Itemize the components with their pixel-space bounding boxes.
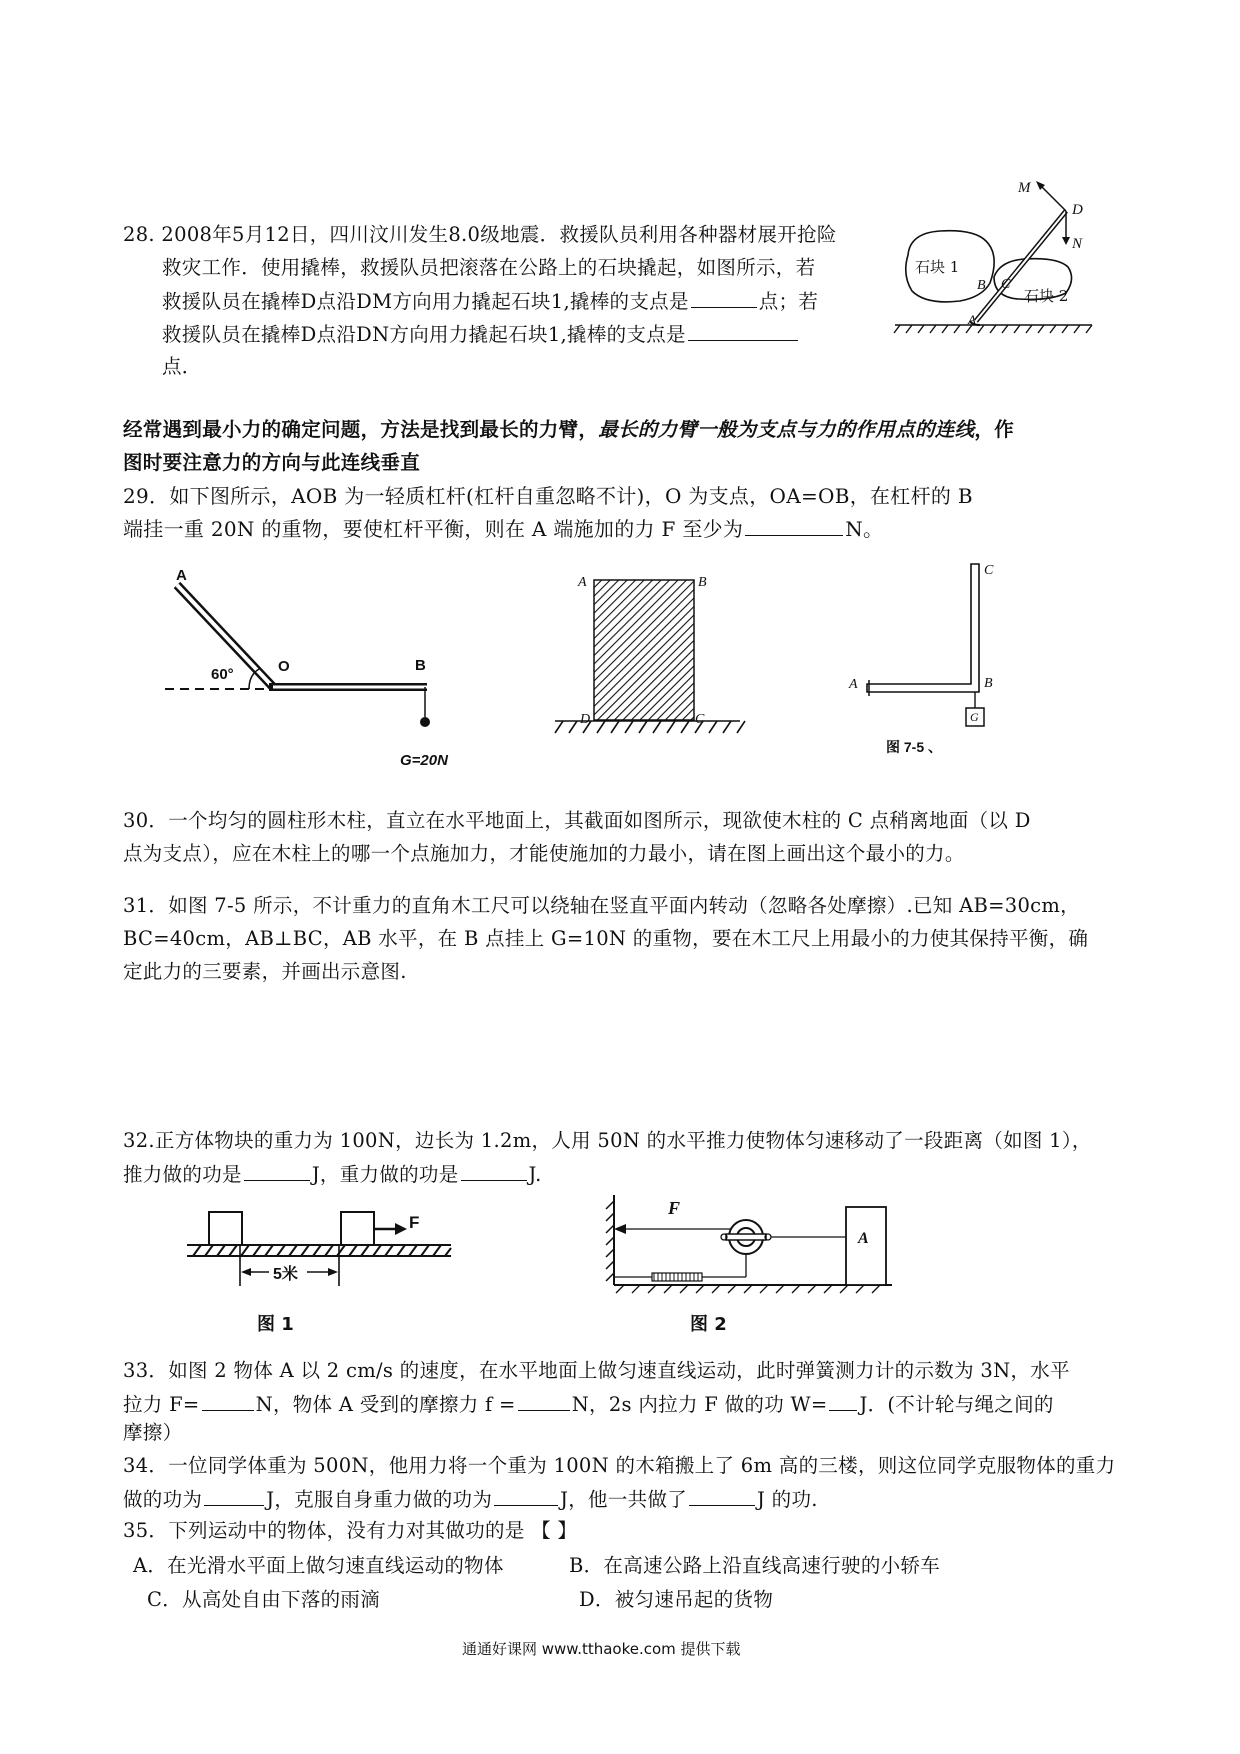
q33-line2-a: 拉力 F=: [123, 1393, 200, 1416]
fig75-label-B: B: [984, 676, 993, 691]
force-DM: [1040, 185, 1066, 211]
q33-line2-c: N，2s 内拉力 F 做的功 W=: [571, 1393, 828, 1416]
q32-blank-1[interactable]: [244, 1161, 310, 1181]
q28-line3: [162, 288, 818, 315]
q28-label-M: M: [1018, 180, 1031, 196]
q29-label-weight: G=20N: [400, 752, 448, 769]
q28-label-A: A: [968, 312, 976, 327]
fig75-label-A: A: [849, 677, 858, 692]
fig2-force-label: F: [668, 1198, 681, 1218]
q28-figure: [890, 175, 1110, 335]
column-figure: [555, 575, 750, 755]
q28-line4: [162, 321, 800, 348]
q29-line2: [123, 516, 883, 542]
q34-line2-c: J，他一共做了: [560, 1488, 688, 1511]
fig75-label-G: G: [970, 710, 979, 724]
q28-label-D: D: [1072, 202, 1083, 218]
q29-line2-unit: N。: [845, 517, 884, 541]
q33-blank-1[interactable]: [202, 1391, 254, 1411]
column-label-C: C: [695, 712, 705, 727]
q28-line2: 救灾工作．使用撬棒，救援队员把滚落在公路上的石块撬起，如图所示，若: [162, 256, 816, 279]
tip-part2: 最长的力臂一般为支点与力的作用点的连线: [598, 418, 975, 441]
q33-blank-2[interactable]: [518, 1391, 570, 1411]
q31-line1: 31．如图 7-5 所示，不计重力的直角木工尺可以绕轴在竖直平面内转动（忽略各处摩擦）.已知 AB=30cm，: [123, 894, 1080, 917]
q35-stem: 35．下列运动中的物体，没有力对其做功的是 【 】: [123, 1519, 578, 1542]
page-footer: 通通好课网 www.tthaoke.com 提供下载: [462, 1640, 741, 1658]
q28-label-N: N: [1072, 236, 1083, 252]
q31-line2: BC=40cm，AB⊥BC，AB 水平，在 B 点挂上 G=10N 的重物，要在木工尺上用最小的力使其保持平衡，确: [123, 927, 1089, 950]
q33-blank-3[interactable]: [829, 1391, 857, 1411]
q32-line2-b: J，重力做的功是: [311, 1163, 459, 1186]
tip-part3: ，作: [974, 418, 1015, 441]
q34-line2: [123, 1486, 818, 1513]
tip-line1: [123, 417, 1014, 443]
q34-line2-d: J 的功.: [757, 1488, 818, 1511]
q28-line3-text-a: 救援队员在撬棒D点沿DM方向用力撬起石块1,撬棒的支点是: [162, 290, 689, 313]
fig1-distance-label: 5米: [273, 1266, 298, 1283]
q35-option-d[interactable]: D．被匀速吊起的货物: [579, 1588, 774, 1611]
q34-line1: 34．一位同学体重为 500N，他用力将一个重为 100N 的木箱搬上了 6m 高的三楼，则这位同学克服物体的重力: [123, 1454, 1116, 1477]
q30-line1: 30．一个均匀的圆柱形木柱，直立在水平地面上，其截面如图所示，现欲使木柱的 C 点稍离地面（以 D: [123, 809, 1031, 832]
q33-line2-b: N，物体 A 受到的摩擦力 f =: [255, 1393, 516, 1416]
q28-line4-text: 救援队员在撬棒D点沿DN方向用力撬起石块1,撬棒的支点是: [162, 323, 686, 346]
stone-2-label: 石块 2: [1024, 287, 1069, 305]
q33-line2-d: J．(不计轮与绳之间的: [859, 1393, 1054, 1416]
q35-option-a[interactable]: A．在光滑水平面上做匀速直线运动的物体: [133, 1554, 504, 1577]
block-end: [341, 1212, 374, 1245]
stone-1-label: 石块 1: [915, 258, 960, 276]
q32-line2: [123, 1161, 542, 1188]
weight: [420, 717, 430, 727]
q33-line2: [123, 1391, 1054, 1418]
fig2-block-label: A: [858, 1230, 869, 1247]
fig1-force-label: F: [409, 1213, 420, 1232]
q28-blank-2[interactable]: [688, 321, 798, 341]
fig2-caption: 图 2: [690, 1314, 727, 1335]
q32-blank-2[interactable]: [461, 1161, 527, 1181]
q28-line1: 28. 2008年5月12日，四川汶川发生8.0级地震．救援队员利用各种器材展开抢险: [123, 223, 837, 246]
tip-part1: 经常遇到最小力的确定问题，方法是找到最长的力臂，: [123, 418, 599, 441]
q34-blank-3[interactable]: [689, 1486, 755, 1506]
q32-line2-a: 推力做的功是: [123, 1163, 242, 1186]
q34-line2-a: 做的功为: [123, 1488, 203, 1511]
q34-blank-1[interactable]: [204, 1486, 264, 1506]
q28-line3-text-b: 点；若: [758, 290, 819, 313]
tip-line2: 图时要注意力的方向与此连线垂直: [123, 451, 421, 474]
q28-blank-1[interactable]: [691, 288, 757, 308]
fig-7-5: [855, 560, 1005, 740]
q31-line3: 定此力的三要素，并画出示意图.: [123, 960, 407, 983]
q33-line3: 摩擦）: [123, 1421, 183, 1444]
fig75-label-C: C: [984, 563, 994, 578]
column-label-B: B: [698, 575, 707, 590]
q29-blank[interactable]: [745, 516, 843, 536]
q29-label-A: A: [176, 567, 187, 584]
q29-label-angle: 60°: [211, 666, 234, 683]
block-start: [209, 1212, 242, 1245]
ground-hatch: [894, 325, 1092, 333]
q29-line1: 29．如下图所示，AOB 为一轻质杠杆(杠杆自重忽略不计)，O 为支点，OA=OB，在杠杆的 B: [123, 484, 973, 508]
q29-label-O: O: [278, 658, 290, 675]
column-label-A: A: [578, 575, 587, 590]
q28-label-C: C: [1001, 277, 1011, 292]
fig75-caption: 图 7-5 、: [886, 739, 943, 755]
q30-line2: 点为支点），应在木柱上的哪一个点施加力，才能使施加的力最小，请在图上画出这个最小的力。: [123, 842, 965, 865]
q34-blank-2[interactable]: [494, 1486, 558, 1506]
q35-option-c[interactable]: C．从高处自由下落的雨滴: [147, 1588, 381, 1611]
q32-line1: 32.正方体物块的重力为 100N，边长为 1.2m，人用 50N 的水平推力使物体匀速移动了一段距离（如图 1），: [123, 1129, 1092, 1152]
q28-line5: 点．: [162, 355, 202, 378]
q29-line2-text: 端挂一重 20N 的重物，要使杠杆平衡，则在 A 端施加的力 F 至少为: [123, 517, 744, 541]
figure-2: [600, 1185, 900, 1300]
q28-label-B: B: [977, 278, 986, 293]
q35-option-b[interactable]: B．在高速公路上沿直线高速行驶的小轿车: [569, 1554, 941, 1577]
q29-label-B: B: [415, 657, 426, 674]
figure-1-ground: [187, 1245, 451, 1256]
q29-figure: [165, 565, 465, 745]
q34-line2-b: J，克服自身重力做的功为: [266, 1488, 493, 1511]
q32-line2-c: J.: [528, 1163, 542, 1186]
figure-1: [185, 1200, 465, 1295]
carpenter-square: [867, 564, 979, 692]
fig1-caption: 图 1: [257, 1314, 294, 1335]
q33-line1: 33．如图 2 物体 A 以 2 cm/s 的速度，在水平地面上做匀速直线运动，此时弹簧测力计的示数为 3N，水平: [123, 1359, 1070, 1382]
column-section: [594, 580, 694, 720]
column-label-D: D: [580, 712, 591, 727]
